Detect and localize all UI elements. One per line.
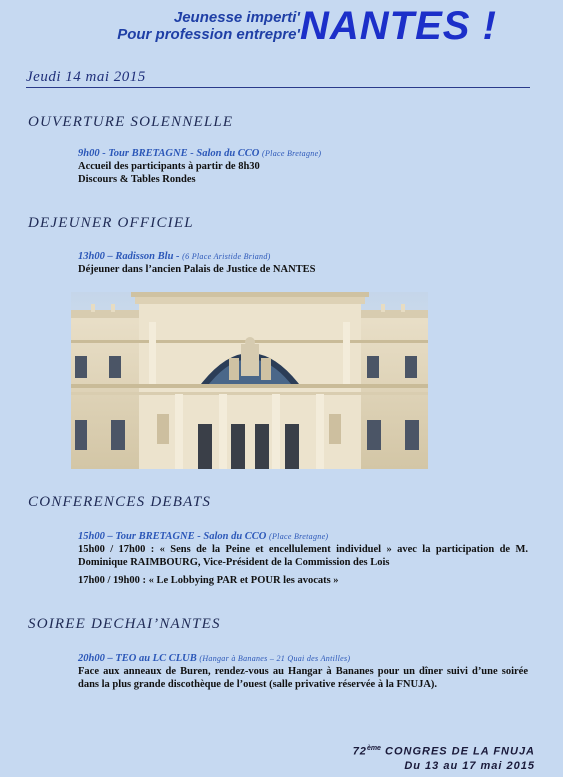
section-title-conferences: CONFERENCES DEBATS	[28, 494, 212, 510]
congress-dates: Du 13 au 17 mai 2015	[404, 759, 535, 772]
section-title-dejeuner: DEJEUNER OFFICIEL	[28, 215, 194, 231]
section-body-ouverture	[78, 147, 528, 186]
location-line	[78, 652, 528, 665]
detail-line: 15h00 / 17h00 : « Sens de la Peine et encellulement individuel » avec la participation de M. Dominique RAIMBOURG, Vice-Président de la Commission des Lois	[78, 544, 528, 568]
time-place: 9h00 - Tour BRETAGNE - Salon du CCO	[78, 148, 260, 159]
address: (Place Bretagne)	[262, 149, 322, 158]
detail-line: Accueil des participants à partir de 8h30	[78, 161, 260, 172]
address: (6 Place Aristide Briand)	[182, 252, 271, 261]
time-place: 15h00 – Tour BRETAGNE - Salon du CCO	[78, 531, 267, 542]
congress-ordinal: ème	[366, 745, 381, 752]
event-date: Jeudi 14 mai 2015	[26, 69, 530, 88]
detail-line: Face aux anneaux de Buren, rendez-vous au Hangar à Bananes pour un dîner suivi d’une soirée dans la plus grande discothèque de l’ouest (salle privative réservée à la FNUJA).	[78, 666, 528, 690]
congress-title	[353, 742, 535, 759]
section-title-ouverture: OUVERTURE SOLENNELLE	[28, 114, 234, 130]
congress-name: CONGRES DE LA FNUJA	[380, 745, 535, 758]
location-line	[78, 147, 528, 160]
section-body-soiree	[78, 652, 528, 691]
location-line	[78, 530, 528, 543]
detail-line: Déjeuner dans l’ancien Palais de Justice de NANTES	[78, 264, 316, 275]
address: (Place Bretagne)	[269, 532, 329, 541]
section-body-conferences	[78, 530, 528, 587]
time-place: 20h00 – TEO au LC CLUB	[78, 653, 197, 664]
header-tagline	[70, 9, 300, 43]
section-title-soiree: SOIREE DECHAI’NANTES	[28, 616, 221, 632]
detail-line: Discours & Tables Rondes	[78, 174, 196, 185]
section-body-dejeuner	[78, 250, 528, 276]
congress-number: 72	[352, 745, 367, 758]
time-place: 13h00 – Radisson Blu -	[78, 251, 180, 262]
detail-line: 17h00 / 19h00 : « Le Lobbying PAR et POUR les avocats »	[78, 575, 339, 586]
congress-footer	[353, 742, 535, 773]
header-city-title: NANTES !	[300, 4, 497, 48]
tagline-line-1: Jeunesse imperti'	[173, 9, 300, 26]
address: (Hangar à Bananes – 21 Quai des Antilles)	[199, 654, 351, 663]
location-line	[78, 250, 528, 263]
palais-de-justice-photo	[71, 292, 428, 469]
tagline-line-2: Pour profession entrepre'	[117, 26, 300, 43]
